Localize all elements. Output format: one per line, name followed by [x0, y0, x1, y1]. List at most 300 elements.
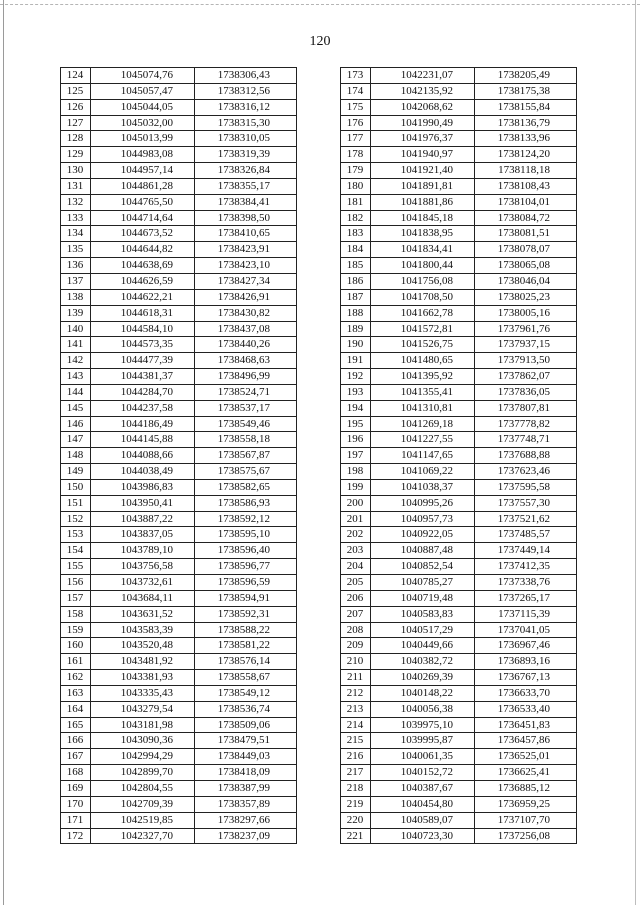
point-number-cell: 176 — [341, 115, 371, 131]
coordinate-x-cell: 1040454,80 — [371, 796, 475, 812]
point-number-cell: 195 — [341, 416, 371, 432]
table-row — [341, 638, 577, 654]
table-row — [341, 543, 577, 559]
table-row — [341, 606, 577, 622]
coordinate-x-cell: 1041708,50 — [371, 289, 475, 305]
coordinate-x-cell: 1044626,59 — [91, 273, 195, 289]
coordinate-x-cell: 1040056,38 — [371, 701, 475, 717]
point-number-cell: 161 — [61, 654, 91, 670]
table-row — [341, 353, 577, 369]
coordinate-y-cell: 1738524,71 — [195, 384, 297, 400]
coordinate-y-cell: 1738595,10 — [195, 527, 297, 543]
point-number-cell: 185 — [341, 258, 371, 274]
coordinate-y-cell: 1738596,59 — [195, 575, 297, 591]
table-row — [61, 543, 297, 559]
coordinate-y-cell: 1738306,43 — [195, 68, 297, 84]
coordinate-y-cell: 1738596,40 — [195, 543, 297, 559]
table-row — [341, 622, 577, 638]
coordinate-x-cell: 1044145,88 — [91, 432, 195, 448]
coordinate-x-cell: 1040387,67 — [371, 780, 475, 796]
table-row — [61, 733, 297, 749]
coordinate-y-cell: 1738084,72 — [475, 210, 577, 226]
coordinate-x-cell: 1045013,99 — [91, 131, 195, 147]
coordinate-y-cell: 1738155,84 — [475, 99, 577, 115]
coordinate-x-cell: 1042327,70 — [91, 828, 195, 844]
coordinate-x-cell: 1042804,55 — [91, 780, 195, 796]
coordinate-y-cell: 1738315,30 — [195, 115, 297, 131]
table-row — [61, 717, 297, 733]
coordinate-y-cell: 1738594,91 — [195, 590, 297, 606]
coordinate-y-cell: 1738479,51 — [195, 733, 297, 749]
coordinate-x-cell: 1040887,48 — [371, 543, 475, 559]
coordinate-y-cell: 1738081,51 — [475, 226, 577, 242]
coordinate-x-cell: 1040269,39 — [371, 670, 475, 686]
table-row — [341, 812, 577, 828]
point-number-cell: 212 — [341, 685, 371, 701]
point-number-cell: 202 — [341, 527, 371, 543]
point-number-cell: 139 — [61, 305, 91, 321]
coordinate-x-cell: 1040583,83 — [371, 606, 475, 622]
table-row — [341, 147, 577, 163]
point-number-cell: 151 — [61, 495, 91, 511]
coordinate-y-cell: 1738581,22 — [195, 638, 297, 654]
table-row — [61, 749, 297, 765]
table-row — [341, 670, 577, 686]
table-row — [341, 685, 577, 701]
coordinate-y-cell: 1737557,30 — [475, 495, 577, 511]
point-number-cell: 140 — [61, 321, 91, 337]
coordinate-y-cell: 1736457,86 — [475, 733, 577, 749]
table-row — [341, 717, 577, 733]
table-row — [61, 559, 297, 575]
table-row — [341, 527, 577, 543]
table-row — [61, 495, 297, 511]
coordinate-y-cell: 1738537,17 — [195, 400, 297, 416]
point-number-cell: 166 — [61, 733, 91, 749]
coordinate-y-cell: 1738426,91 — [195, 289, 297, 305]
coordinate-y-cell: 1737412,35 — [475, 559, 577, 575]
coordinate-x-cell: 1041845,18 — [371, 210, 475, 226]
coordinate-x-cell: 1042231,07 — [371, 68, 475, 84]
coordinate-x-cell: 1041038,37 — [371, 479, 475, 495]
page-number: 120 — [309, 34, 331, 49]
point-number-cell: 214 — [341, 717, 371, 733]
table-row — [61, 242, 297, 258]
table-row — [61, 828, 297, 844]
coordinate-x-cell: 1040152,72 — [371, 765, 475, 781]
table-row — [61, 369, 297, 385]
table-row — [61, 701, 297, 717]
point-number-cell: 148 — [61, 448, 91, 464]
table-row — [341, 242, 577, 258]
coordinate-y-cell: 1736967,46 — [475, 638, 577, 654]
point-number-cell: 184 — [341, 242, 371, 258]
point-number-cell: 160 — [61, 638, 91, 654]
coordinate-y-cell: 1738536,74 — [195, 701, 297, 717]
coordinate-y-cell: 1738384,41 — [195, 194, 297, 210]
table-row — [61, 448, 297, 464]
coordinate-y-cell: 1738549,46 — [195, 416, 297, 432]
table-row — [341, 479, 577, 495]
coordinate-x-cell: 1040061,35 — [371, 749, 475, 765]
table-row — [61, 289, 297, 305]
coordinate-y-cell: 1736633,70 — [475, 685, 577, 701]
point-number-cell: 204 — [341, 559, 371, 575]
coordinate-y-cell: 1737623,46 — [475, 464, 577, 480]
coordinate-y-cell: 1738449,03 — [195, 749, 297, 765]
coordinate-x-cell: 1044584,10 — [91, 321, 195, 337]
coordinate-y-cell: 1738398,50 — [195, 210, 297, 226]
coordinate-y-cell: 1738316,12 — [195, 99, 297, 115]
coordinate-x-cell: 1042899,70 — [91, 765, 195, 781]
table-row — [61, 654, 297, 670]
coordinate-x-cell: 1040922,05 — [371, 527, 475, 543]
table-row — [61, 670, 297, 686]
coordinate-x-cell: 1043732,61 — [91, 575, 195, 591]
coordinate-x-cell: 1043381,93 — [91, 670, 195, 686]
coordinate-x-cell: 1044038,49 — [91, 464, 195, 480]
table-row — [341, 68, 577, 84]
table-row — [61, 780, 297, 796]
table-row — [341, 273, 577, 289]
coordinate-y-cell: 1738357,89 — [195, 796, 297, 812]
table-row — [61, 464, 297, 480]
point-number-cell: 141 — [61, 337, 91, 353]
table-row — [341, 369, 577, 385]
point-number-cell: 170 — [61, 796, 91, 812]
coordinate-x-cell: 1044618,31 — [91, 305, 195, 321]
coordinate-x-cell: 1041990,49 — [371, 115, 475, 131]
point-number-cell: 142 — [61, 353, 91, 369]
table-row — [61, 511, 297, 527]
coordinate-x-cell: 1043837,05 — [91, 527, 195, 543]
coordinate-y-cell: 1738440,26 — [195, 337, 297, 353]
table-row — [341, 226, 577, 242]
coordinate-y-cell: 1738005,16 — [475, 305, 577, 321]
coordinate-y-cell: 1738418,09 — [195, 765, 297, 781]
table-row — [61, 622, 297, 638]
coordinate-x-cell: 1040995,26 — [371, 495, 475, 511]
coordinate-x-cell: 1044622,21 — [91, 289, 195, 305]
coordinate-x-cell: 1040148,22 — [371, 685, 475, 701]
coordinate-x-cell: 1043279,54 — [91, 701, 195, 717]
coordinate-y-cell: 1738118,18 — [475, 163, 577, 179]
point-number-cell: 199 — [341, 479, 371, 495]
table-row — [61, 796, 297, 812]
coordinate-x-cell: 1043756,58 — [91, 559, 195, 575]
coordinate-x-cell: 1044573,35 — [91, 337, 195, 353]
table-row — [61, 99, 297, 115]
coordinate-x-cell: 1042135,92 — [371, 83, 475, 99]
table-row — [61, 210, 297, 226]
coordinate-x-cell: 1044644,82 — [91, 242, 195, 258]
table-row — [341, 796, 577, 812]
point-number-cell: 124 — [61, 68, 91, 84]
coordinate-x-cell: 1044237,58 — [91, 400, 195, 416]
coordinate-x-cell: 1045074,76 — [91, 68, 195, 84]
coordinate-y-cell: 1737748,71 — [475, 432, 577, 448]
point-number-cell: 138 — [61, 289, 91, 305]
point-number-cell: 154 — [61, 543, 91, 559]
point-number-cell: 146 — [61, 416, 91, 432]
coordinate-x-cell: 1041891,81 — [371, 178, 475, 194]
coordinate-y-cell: 1738124,20 — [475, 147, 577, 163]
table-row — [61, 400, 297, 416]
coordinate-x-cell: 1040589,07 — [371, 812, 475, 828]
point-number-cell: 189 — [341, 321, 371, 337]
table-row — [341, 448, 577, 464]
point-number-cell: 181 — [341, 194, 371, 210]
table-row — [341, 163, 577, 179]
point-number-cell: 179 — [341, 163, 371, 179]
table-row — [61, 83, 297, 99]
point-number-cell: 180 — [341, 178, 371, 194]
table-row — [341, 210, 577, 226]
point-number-cell: 159 — [61, 622, 91, 638]
point-number-cell: 196 — [341, 432, 371, 448]
point-number-cell: 205 — [341, 575, 371, 591]
point-number-cell: 193 — [341, 384, 371, 400]
point-number-cell: 209 — [341, 638, 371, 654]
table-row — [61, 685, 297, 701]
table-row — [61, 575, 297, 591]
point-number-cell: 216 — [341, 749, 371, 765]
coordinate-x-cell: 1040852,54 — [371, 559, 475, 575]
point-number-cell: 210 — [341, 654, 371, 670]
coordinate-y-cell: 1738319,39 — [195, 147, 297, 163]
table-row — [341, 99, 577, 115]
coordinate-y-cell: 1738108,43 — [475, 178, 577, 194]
point-number-cell: 192 — [341, 369, 371, 385]
coordinate-y-cell: 1738592,31 — [195, 606, 297, 622]
coordinate-y-cell: 1738104,01 — [475, 194, 577, 210]
table-row — [61, 527, 297, 543]
coordinate-x-cell: 1043950,41 — [91, 495, 195, 511]
table-row — [341, 115, 577, 131]
coordinate-x-cell: 1041834,41 — [371, 242, 475, 258]
table-row — [61, 305, 297, 321]
coordinate-y-cell: 1738558,67 — [195, 670, 297, 686]
coordinate-x-cell: 1039975,10 — [371, 717, 475, 733]
point-number-cell: 133 — [61, 210, 91, 226]
coordinate-y-cell: 1737937,15 — [475, 337, 577, 353]
coordinate-x-cell: 1044186,49 — [91, 416, 195, 432]
coordinate-x-cell: 1043631,52 — [91, 606, 195, 622]
coordinate-y-cell: 1738025,23 — [475, 289, 577, 305]
coordinate-x-cell: 1042068,62 — [371, 99, 475, 115]
coordinate-y-cell: 1737595,58 — [475, 479, 577, 495]
coordinate-y-cell: 1738310,05 — [195, 131, 297, 147]
table-row — [61, 590, 297, 606]
coordinate-x-cell: 1040449,66 — [371, 638, 475, 654]
point-number-cell: 126 — [61, 99, 91, 115]
table-row — [61, 258, 297, 274]
coordinate-y-cell: 1738588,22 — [195, 622, 297, 638]
coordinate-x-cell: 1044088,66 — [91, 448, 195, 464]
coordinate-y-cell: 1736625,41 — [475, 765, 577, 781]
point-number-cell: 171 — [61, 812, 91, 828]
point-number-cell: 177 — [341, 131, 371, 147]
coordinate-x-cell: 1042709,39 — [91, 796, 195, 812]
coordinate-y-cell: 1737778,82 — [475, 416, 577, 432]
table-row — [341, 131, 577, 147]
coordinate-x-cell: 1044957,14 — [91, 163, 195, 179]
point-number-cell: 137 — [61, 273, 91, 289]
coordinate-y-cell: 1738136,79 — [475, 115, 577, 131]
point-number-cell: 158 — [61, 606, 91, 622]
table-row — [61, 638, 297, 654]
coordinate-x-cell: 1039995,87 — [371, 733, 475, 749]
coordinate-x-cell: 1041572,81 — [371, 321, 475, 337]
table-row — [341, 575, 577, 591]
coordinate-x-cell: 1043789,10 — [91, 543, 195, 559]
coordinate-y-cell: 1738549,12 — [195, 685, 297, 701]
point-number-cell: 220 — [341, 812, 371, 828]
point-number-cell: 131 — [61, 178, 91, 194]
coordinate-x-cell: 1041800,44 — [371, 258, 475, 274]
table-row — [341, 258, 577, 274]
table-row — [341, 701, 577, 717]
scan-edge-top — [0, 4, 640, 6]
coordinate-y-cell: 1736885,12 — [475, 780, 577, 796]
point-number-cell: 163 — [61, 685, 91, 701]
coordinate-x-cell: 1044477,39 — [91, 353, 195, 369]
point-number-cell: 125 — [61, 83, 91, 99]
coordinate-y-cell: 1737485,57 — [475, 527, 577, 543]
point-number-cell: 207 — [341, 606, 371, 622]
coordinate-x-cell: 1045044,05 — [91, 99, 195, 115]
coordinate-y-cell: 1737807,81 — [475, 400, 577, 416]
table-row — [341, 765, 577, 781]
coordinate-x-cell: 1043181,98 — [91, 717, 195, 733]
coordinate-x-cell: 1040517,29 — [371, 622, 475, 638]
point-number-cell: 206 — [341, 590, 371, 606]
coordinate-y-cell: 1737913,50 — [475, 353, 577, 369]
table-row — [341, 749, 577, 765]
table-row — [341, 83, 577, 99]
table-row — [61, 353, 297, 369]
coordinate-x-cell: 1041355,41 — [371, 384, 475, 400]
point-number-cell: 168 — [61, 765, 91, 781]
coordinate-y-cell: 1738065,08 — [475, 258, 577, 274]
coordinate-y-cell: 1738558,18 — [195, 432, 297, 448]
coordinate-x-cell: 1041227,55 — [371, 432, 475, 448]
coordinate-y-cell: 1737041,05 — [475, 622, 577, 638]
table-row — [61, 812, 297, 828]
point-number-cell: 129 — [61, 147, 91, 163]
coordinate-x-cell: 1043481,92 — [91, 654, 195, 670]
coordinate-y-cell: 1738205,49 — [475, 68, 577, 84]
coordinate-y-cell: 1738078,07 — [475, 242, 577, 258]
point-number-cell: 145 — [61, 400, 91, 416]
point-number-cell: 155 — [61, 559, 91, 575]
coordinate-y-cell: 1737338,76 — [475, 575, 577, 591]
coordinate-x-cell: 1042519,85 — [91, 812, 195, 828]
point-number-cell: 197 — [341, 448, 371, 464]
coordinate-y-cell: 1738582,65 — [195, 479, 297, 495]
point-number-cell: 164 — [61, 701, 91, 717]
coordinate-x-cell: 1041069,22 — [371, 464, 475, 480]
table-row — [61, 194, 297, 210]
coordinate-y-cell: 1738430,82 — [195, 305, 297, 321]
coordinate-y-cell: 1738387,99 — [195, 780, 297, 796]
point-number-cell: 162 — [61, 670, 91, 686]
coordinate-y-cell: 1738046,04 — [475, 273, 577, 289]
coordinate-y-cell: 1738567,87 — [195, 448, 297, 464]
point-number-cell: 191 — [341, 353, 371, 369]
coordinate-x-cell: 1041976,37 — [371, 131, 475, 147]
table-row — [61, 479, 297, 495]
point-number-cell: 169 — [61, 780, 91, 796]
coordinate-x-cell: 1045057,47 — [91, 83, 195, 99]
coordinate-x-cell: 1044284,70 — [91, 384, 195, 400]
coordinate-y-cell: 1738468,63 — [195, 353, 297, 369]
point-number-cell: 198 — [341, 464, 371, 480]
coordinate-x-cell: 1043986,83 — [91, 479, 195, 495]
coordinate-y-cell: 1738326,84 — [195, 163, 297, 179]
coordinate-x-cell: 1044381,37 — [91, 369, 195, 385]
point-number-cell: 152 — [61, 511, 91, 527]
coordinate-y-cell: 1736959,25 — [475, 796, 577, 812]
point-number-cell: 132 — [61, 194, 91, 210]
point-number-cell: 174 — [341, 83, 371, 99]
point-number-cell: 215 — [341, 733, 371, 749]
table-row — [341, 733, 577, 749]
coordinate-y-cell: 1738297,66 — [195, 812, 297, 828]
coordinate-x-cell: 1043583,39 — [91, 622, 195, 638]
coordinate-y-cell: 1737449,14 — [475, 543, 577, 559]
coordinate-y-cell: 1736767,13 — [475, 670, 577, 686]
coordinate-x-cell: 1044673,52 — [91, 226, 195, 242]
coordinate-x-cell: 1044638,69 — [91, 258, 195, 274]
table-row — [341, 416, 577, 432]
coordinate-y-cell: 1738509,06 — [195, 717, 297, 733]
point-number-cell: 186 — [341, 273, 371, 289]
point-number-cell: 157 — [61, 590, 91, 606]
coordinate-y-cell: 1738437,08 — [195, 321, 297, 337]
coordinate-y-cell: 1738410,65 — [195, 226, 297, 242]
coordinate-y-cell: 1738133,96 — [475, 131, 577, 147]
table-row — [341, 511, 577, 527]
table-row — [341, 559, 577, 575]
coordinate-x-cell: 1041480,65 — [371, 353, 475, 369]
table-row — [341, 464, 577, 480]
table-row — [61, 115, 297, 131]
point-number-cell: 128 — [61, 131, 91, 147]
table-row — [61, 163, 297, 179]
table-row — [341, 654, 577, 670]
coordinate-y-cell: 1737862,07 — [475, 369, 577, 385]
table-row — [61, 68, 297, 84]
coordinate-y-cell: 1738355,17 — [195, 178, 297, 194]
coordinate-x-cell: 1045032,00 — [91, 115, 195, 131]
coordinates-table-left — [60, 67, 297, 844]
coordinate-y-cell: 1738312,56 — [195, 83, 297, 99]
coordinate-x-cell: 1041756,08 — [371, 273, 475, 289]
point-number-cell: 178 — [341, 147, 371, 163]
point-number-cell: 165 — [61, 717, 91, 733]
coordinate-x-cell: 1041310,81 — [371, 400, 475, 416]
coordinate-y-cell: 1737961,76 — [475, 321, 577, 337]
coordinate-x-cell: 1044983,08 — [91, 147, 195, 163]
table-row — [341, 495, 577, 511]
point-number-cell: 190 — [341, 337, 371, 353]
point-number-cell: 219 — [341, 796, 371, 812]
coordinate-x-cell: 1040719,48 — [371, 590, 475, 606]
table-row — [61, 416, 297, 432]
coordinate-x-cell: 1043520,48 — [91, 638, 195, 654]
coordinate-x-cell: 1040723,30 — [371, 828, 475, 844]
